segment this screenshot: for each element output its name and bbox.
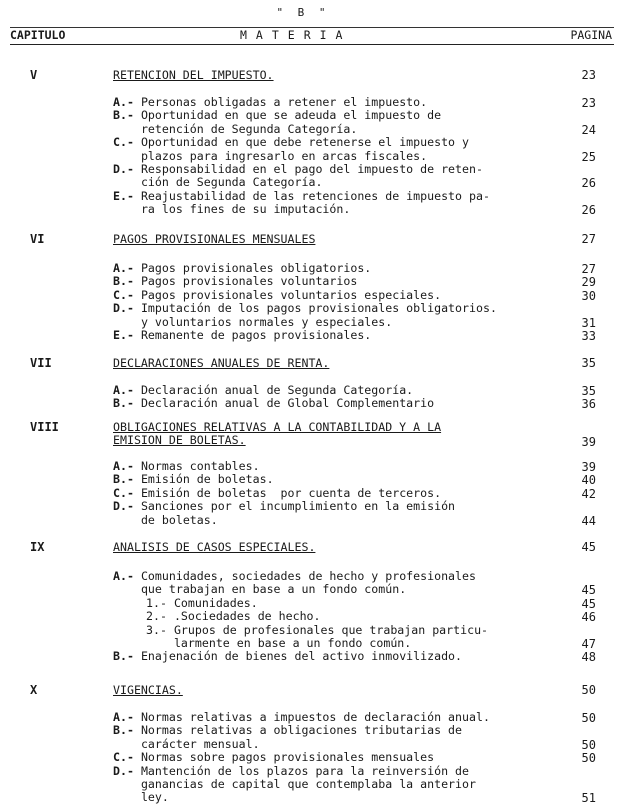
item-text-content: plazos para ingresarlo en arcas fiscales. [140,148,428,163]
item-text-content: Declaración anual de Global Complementario [140,396,435,411]
toc-item-line [113,738,260,751]
item-text-content: Grupos de profesionales que trabajan particu- [173,622,489,637]
chapter-number: IX [30,540,45,554]
item-letter: A.- [113,459,134,473]
item-page-number: 25 [581,149,596,164]
header-page-label: PAGINA [570,28,612,42]
item-text-content: Sanciones por el incumplimiento en la emisión [140,499,456,514]
item-letter: 3.- [146,622,167,637]
header-subject-label: MATERIA [240,28,352,42]
chapter-page-number: 39 [581,435,596,449]
chapter-page-number: 45 [581,540,596,554]
item-text-content: Comunidades. [173,595,258,610]
item-text-content: carácter mensual. [140,736,260,751]
toc-item-line [113,150,427,163]
toc-item-line [113,500,455,513]
toc-item-line [113,791,169,804]
item-text-content: Mantención de los plazos para la reinversión de [140,763,469,778]
item-text-content: Oportunidad en que debe retenerse el impuesto y [140,135,469,150]
item-text-content: Emisión de boletas por cuenta de terceros. [140,485,442,500]
toc-subitem-line [146,597,258,610]
item-text-content: y voluntarios normales y especiales. [140,314,393,329]
toc-item-line [113,316,392,329]
item-text-content: Personas obligadas a retener el impuesto. [140,95,428,109]
item-text-content: .Sociedades de hecho. [173,609,321,624]
item-page-number: 46 [581,610,596,625]
item-text-content: Declaración anual de Segunda Categoría. [140,383,414,397]
item-page-number: 26 [581,176,596,191]
chapter-title: EMISION DE BOLETAS. [113,433,246,447]
toc-item-line [113,302,497,315]
item-page-number: 50 [581,711,596,725]
chapter-title: ANALISIS DE CASOS ESPECIALES. [113,540,316,554]
item-text-content: Comunidades, sociedades de hecho y profesionales [140,569,476,583]
item-text-content: Normas relativas a impuestos de declaración anual. [140,710,490,724]
item-text-content: Pagos provisionales voluntarios [140,274,358,289]
item-page-number: 24 [581,122,596,137]
toc-item-line [113,384,413,397]
item-text-content: Oportunidad en que se adeuda el impuesto de [140,108,442,123]
toc-item-line [113,190,490,203]
item-page-number: 33 [581,329,596,343]
toc-item-line [113,109,441,122]
chapter-number: VII [30,356,52,370]
chapter-page-number: 23 [581,68,596,82]
toc-item-line [113,96,427,109]
toc-item-line [113,650,462,663]
toc-item-line [113,570,476,583]
item-letter: B.- [113,108,134,123]
item-text-content: Normas sobre pagos provisionales mensuales [140,750,435,765]
chapter-title: OBLIGACIONES RELATIVAS A LA CONTABILIDAD Y A LA [113,420,442,434]
item-text-content: Emisión de boletas. [140,472,274,487]
item-page-number: 50 [581,751,596,766]
item-letter: A.- [113,569,134,583]
item-page-number: 40 [581,473,596,488]
toc-item-line [113,136,469,149]
item-text-content: de boletas. [140,512,218,527]
item-letter: B.- [113,649,134,664]
toc-item-line [113,583,406,596]
item-letter: B.- [113,274,134,289]
item-text-content: Pagos provisionales obligatorios. [140,261,372,275]
header-chapter-label: CAPITULO [10,28,66,42]
chapter-page-number: 35 [581,356,596,370]
item-text-content: Remanente de pagos provisionales. [140,328,372,342]
item-letter: B.- [113,472,134,487]
item-page-number: 31 [581,315,596,330]
toc-subitem-line [146,624,488,637]
toc-item-line [113,460,260,473]
item-page-number: 27 [581,262,596,276]
item-text-content: ganancias de capital que contemplaba la anterior [140,777,476,791]
item-text-content: ra los fines de su imputación. [140,202,351,217]
toc-header [10,27,614,45]
item-page-number: 50 [581,737,596,752]
item-page-number: 30 [581,288,596,303]
toc-item-line [113,487,441,500]
toc-item-line [113,397,434,410]
item-letter: C.- [113,485,134,500]
item-text-content: que trabajan en base a un fondo común. [140,582,407,597]
item-letter: D.- [113,301,134,316]
item-page-number: 42 [581,486,596,501]
item-text-content: Reajustabilidad de las retenciones de impuesto pa- [140,188,490,203]
item-text-content: retención de Segunda Categoría. [140,121,358,136]
item-letter: A.- [113,383,134,397]
item-letter: A.- [113,95,134,109]
item-letter: 2.- [146,609,167,624]
item-letter: D.- [113,763,134,778]
item-letter: E.- [113,328,134,342]
item-page-number: 29 [581,275,596,290]
item-page-number: 23 [581,96,596,110]
item-letter: 1.- [146,595,167,610]
item-letter: A.- [113,261,134,275]
item-page-number: 39 [581,460,596,474]
toc-item-line [113,123,357,136]
item-letter: C.- [113,750,134,765]
item-page-number: 45 [581,596,596,611]
item-page-number: 36 [581,397,596,412]
item-letter: B.- [113,723,134,738]
item-page-number: 48 [581,650,596,665]
item-text-content: Imputación de los pagos provisionales obligatorios. [140,301,497,316]
chapter-number: V [30,68,38,82]
item-text-content: Pagos provisionales voluntarios especiales. [140,287,442,302]
chapter-page-number: 27 [581,232,596,246]
item-text-content: larmente en base a un fondo común. [173,636,412,650]
chapter-number: VIII [30,420,59,434]
toc-item-line [113,778,476,791]
toc-subitem-line [146,637,411,650]
item-text-content: ción de Segunda Categoría. [140,175,323,190]
item-page-number: 47 [581,637,596,651]
item-text-content: Normas relativas a obligaciones tributarias de [140,723,463,738]
toc-subitem-line [146,610,321,623]
toc-item-line [113,751,434,764]
item-letter: C.- [113,135,134,150]
item-letter: A.- [113,710,134,724]
item-page-number: 44 [581,513,596,528]
toc-item-line [113,724,462,737]
chapter-number: VI [30,232,45,246]
chapter-title: RETENCION DEL IMPUESTO. [113,68,274,82]
page-marker: " B " [276,6,330,19]
toc-item-line [113,473,274,486]
chapter-title: DECLARACIONES ANUALES DE RENTA. [113,356,330,370]
chapter-title: PAGOS PROVISIONALES MENSUALES [113,232,316,246]
item-letter: C.- [113,287,134,302]
item-page-number: 35 [581,384,596,398]
item-page-number: 45 [581,583,596,598]
toc-item-line [113,329,371,342]
chapter-title: VIGENCIAS. [113,683,183,697]
toc-item-line [113,262,371,275]
toc-item-line [113,163,483,176]
toc-item-line [113,176,322,189]
chapter-page-number: 50 [581,683,596,697]
item-text-content: Responsabilidad en el pago del impuesto de reten- [140,162,483,176]
toc-item-line [113,275,357,288]
item-page-number: 26 [581,203,596,218]
toc-item-line [113,514,218,527]
item-text-content: ley. [140,790,169,805]
toc-item-line [113,711,490,724]
item-letter: D.- [113,162,134,176]
item-letter: D.- [113,499,134,514]
chapter-number: X [30,683,38,697]
toc-item-line [113,289,441,302]
item-page-number: 51 [581,791,596,806]
item-text-content: Enajenación de bienes del activo inmovilizado. [140,649,463,664]
item-letter: B.- [113,396,134,411]
toc-item-line [113,203,350,216]
toc-item-line [113,765,469,778]
item-text-content: Normas contables. [140,459,260,473]
item-letter: E.- [113,188,134,203]
